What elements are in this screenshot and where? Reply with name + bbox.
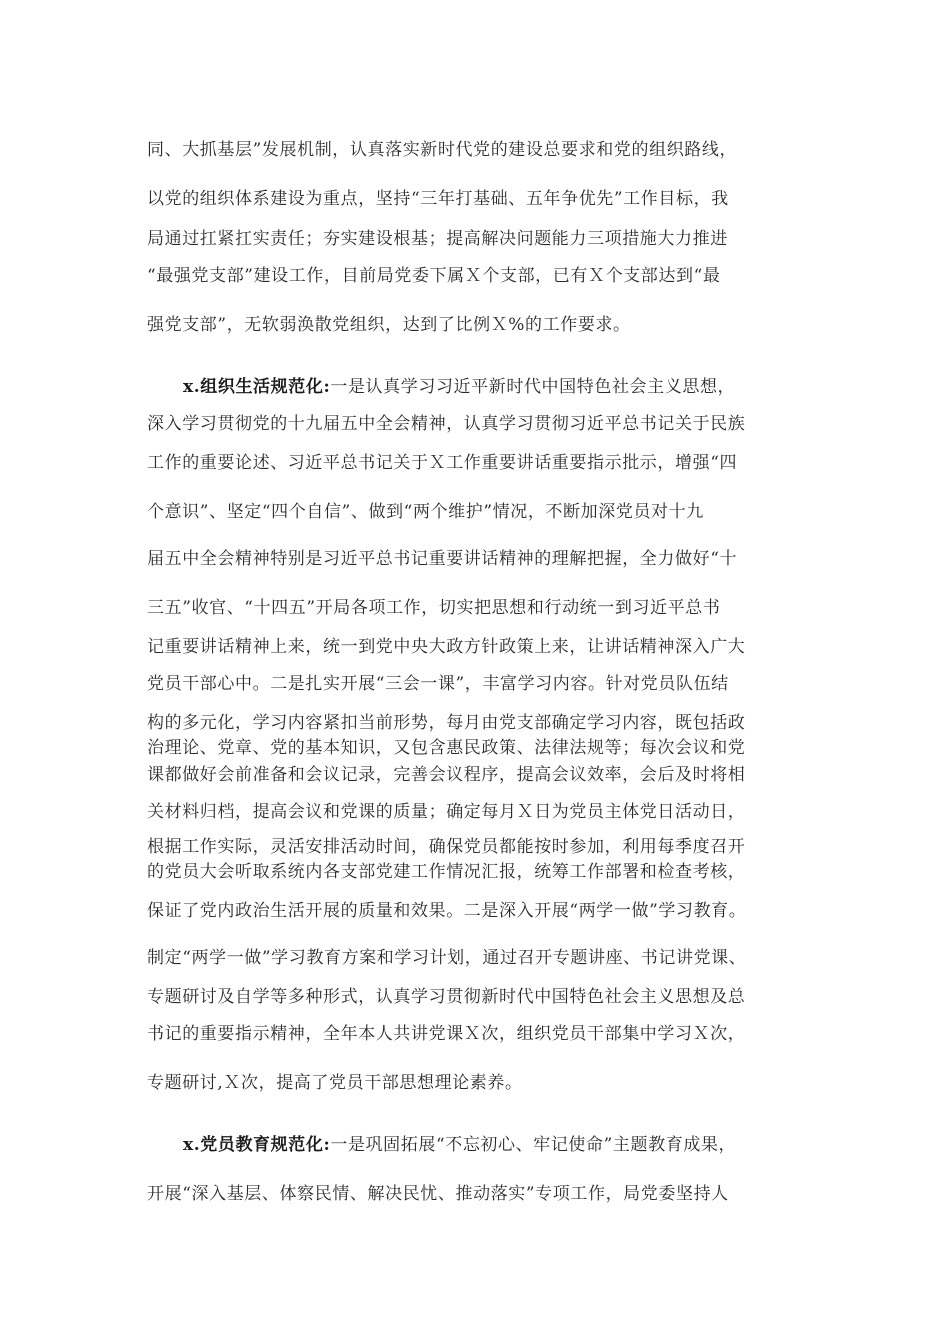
text-line: 局通过扛紧扛实责任；夯实建设根基；提高解决问题能力三项措施大力推进 <box>147 229 728 249</box>
text-line: 三五”收官、“十四五”开局各项工作，切实把思想和行动统一到习近平总书 <box>147 598 721 618</box>
paragraph-first-line <box>183 375 827 399</box>
text-line: 构的多元化，学习内容紧扣当前形势，每月由党支部确定学习内容，既包括政 <box>147 713 746 733</box>
text-line: 关材料归档，提高会议和党课的质量；确定每月Ｘ日为党员主体党日活动日， <box>147 802 746 822</box>
section-heading: x.组织生活规范化: <box>183 377 331 397</box>
text-line: 届五中全会精神特别是习近平总书记重要讲话精神的理解把握，全力做好“十 <box>147 549 738 569</box>
text-line: 专题研讨,Ｘ次，提高了党员干部思想理论素养。 <box>147 1073 523 1093</box>
text-line: 党员干部心中。二是扎实开展“三会一课”，丰富学习内容。针对党员队伍结 <box>147 674 729 694</box>
text-line: 同、大抓基层”发展机制，认真落实新时代党的建设总要求和党的组织路线， <box>147 140 738 160</box>
text-line: 工作的重要论述、习近平总书记关于Ｘ工作重要讲话重要指示批示，增强“四 <box>147 453 738 473</box>
text-line: 以党的组织体系建设为重点，坚持“三年打基础、五年争优先”工作目标，我 <box>147 189 729 209</box>
text-line: 强党支部”，无软弱涣散党组织，达到了比例Ｘ%的工作要求。 <box>147 315 631 335</box>
text-line: 个意识”、坚定“四个自信”、做到“两个维护”情况，不断加深党员对十九 <box>147 502 704 522</box>
text-line: 书记的重要指示精神，全年本人共讲党课Ｘ次，组织党员干部集中学习Ｘ次， <box>147 1024 746 1044</box>
text-run: 一是巩固拓展“不忘初心、牢记使命”主题教育成果， <box>330 1135 737 1155</box>
text-run: 一是认真学习习近平新时代中国特色社会主义思想， <box>330 377 736 397</box>
text-line: 保证了党内政治生活开展的质量和效果。二是深入开展“两学一做”学习教育。 <box>147 901 747 921</box>
section-heading: x.党员教育规范化: <box>183 1135 331 1155</box>
text-line: 根据工作实际，灵活安排活动时间，确保党员都能按时参加，利用每季度召开 <box>147 837 746 857</box>
paragraph-first-line <box>183 1133 827 1157</box>
text-line: 记重要讲话精神上来，统一到党中央大政方针政策上来，让讲话精神深入广大 <box>147 637 746 657</box>
text-line: 制定“两学一做”学习教育方案和学习计划，通过召开专题讲座、书记讲党课、 <box>147 948 747 968</box>
text-line: 专题研讨及自学等多种形式，认真学习贯彻新时代中国特色社会主义思想及总 <box>147 987 746 1007</box>
text-line: 治理论、党章、党的基本知识，又包含惠民政策、法律法规等；每次会议和党 <box>147 738 746 758</box>
text-line: 的党员大会听取系统内各支部党建工作情况汇报，统筹工作部署和检查考核， <box>147 862 746 882</box>
text-line: 深入学习贯彻党的十九届五中全会精神，认真学习贯彻习近平总书记关于民族 <box>147 414 746 434</box>
text-line: “最强党支部”建设工作，目前局党委下属Ｘ个支部，已有Ｘ个支部达到“最 <box>147 266 721 286</box>
text-line: 课都做好会前准备和会议记录，完善会议程序，提高会议效率，会后及时将相 <box>147 765 746 785</box>
text-line: 开展“深入基层、体察民情、解决民忧、推动落实”专项工作，局党委坚持人 <box>147 1184 729 1204</box>
